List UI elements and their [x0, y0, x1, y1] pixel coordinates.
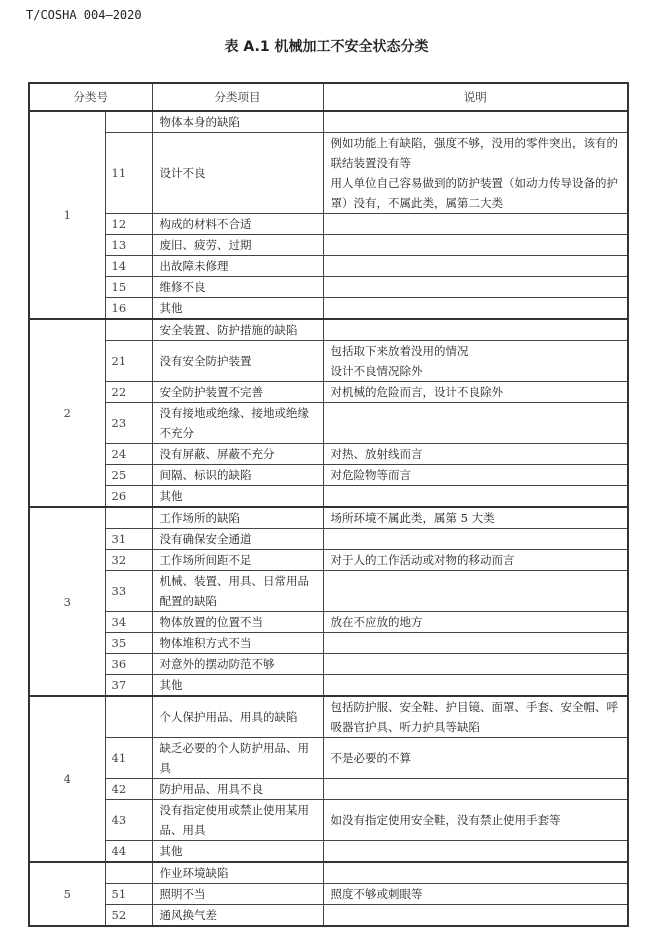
category-item: 间隔、标识的缺陷 — [152, 465, 323, 486]
category-item: 机械、装置、用具、日常用品配置的缺陷 — [152, 571, 323, 612]
table-row — [29, 256, 628, 277]
category-item: 没有确保安全通道 — [152, 529, 323, 550]
category-item: 维修不良 — [152, 277, 323, 298]
category-item: 安全装置、防护措施的缺陷 — [152, 319, 323, 341]
sub-code: 41 — [105, 738, 152, 779]
category-item: 物体放置的位置不当 — [152, 612, 323, 633]
group-code: 3 — [29, 507, 105, 696]
sub-code: 25 — [105, 465, 152, 486]
description — [323, 486, 628, 508]
header-row — [29, 83, 628, 111]
table-row — [29, 675, 628, 697]
table-row — [29, 529, 628, 550]
sub-code: 16 — [105, 298, 152, 320]
description: 包括取下来放着没用的情况 设计不良情况除外 — [323, 341, 628, 382]
header-note: 说明 — [323, 83, 628, 111]
sub-code: 32 — [105, 550, 152, 571]
table-row — [29, 905, 628, 927]
table-row — [29, 612, 628, 633]
category-item: 防护用品、用具不良 — [152, 779, 323, 800]
description: 例如功能上有缺陷，强度不够，没用的零件突出，该有的联结装置没有等 用人单位自己容易做到的防护装置（如动力传导设备的护罩）没有，不属此类，属第二大类 — [323, 133, 628, 214]
description — [323, 256, 628, 277]
header-item: 分类项目 — [152, 83, 323, 111]
table-row — [29, 654, 628, 675]
description: 如没有指定使用安全鞋，没有禁止使用手套等 — [323, 800, 628, 841]
table-row — [29, 465, 628, 486]
description — [323, 862, 628, 884]
category-item: 安全防护装置不完善 — [152, 382, 323, 403]
sub-code: 33 — [105, 571, 152, 612]
category-item: 设计不良 — [152, 133, 323, 214]
table-row — [29, 507, 628, 529]
table-row — [29, 133, 628, 214]
sub-code: 37 — [105, 675, 152, 697]
sub-code: 44 — [105, 841, 152, 863]
table-row — [29, 696, 628, 738]
description — [323, 214, 628, 235]
sub-code: 23 — [105, 403, 152, 444]
table-row — [29, 738, 628, 779]
description: 不是必要的不算 — [323, 738, 628, 779]
description — [323, 319, 628, 341]
sub-code — [105, 862, 152, 884]
description: 放在不应放的地方 — [323, 612, 628, 633]
description — [323, 841, 628, 863]
description: 包括防护服、安全鞋、护目镜、面罩、手套、安全帽、呼吸器官护具、听力护具等缺陷 — [323, 696, 628, 738]
category-item: 物体本身的缺陷 — [152, 111, 323, 133]
description — [323, 779, 628, 800]
sub-code: 35 — [105, 633, 152, 654]
description — [323, 277, 628, 298]
sub-code: 14 — [105, 256, 152, 277]
description: 对热、放射线而言 — [323, 444, 628, 465]
sub-code: 52 — [105, 905, 152, 927]
table-row — [29, 444, 628, 465]
sub-code: 43 — [105, 800, 152, 841]
table-row — [29, 550, 628, 571]
category-item: 其他 — [152, 841, 323, 863]
sub-code: 34 — [105, 612, 152, 633]
table-row — [29, 403, 628, 444]
table-row — [29, 884, 628, 905]
table-row — [29, 841, 628, 863]
category-item: 作业环境缺陷 — [152, 862, 323, 884]
category-item: 构成的材料不合适 — [152, 214, 323, 235]
classification-table — [28, 82, 629, 927]
category-item: 没有接地或绝缘、接地或绝缘不充分 — [152, 403, 323, 444]
description — [323, 235, 628, 256]
sub-code: 31 — [105, 529, 152, 550]
group-code: 1 — [29, 111, 105, 319]
table-row — [29, 633, 628, 654]
sub-code: 15 — [105, 277, 152, 298]
sub-code — [105, 696, 152, 738]
category-item: 通风换气差 — [152, 905, 323, 927]
sub-code: 13 — [105, 235, 152, 256]
description — [323, 654, 628, 675]
category-item: 缺乏必要的个人防护用品、用具 — [152, 738, 323, 779]
sub-code: 24 — [105, 444, 152, 465]
group-code: 2 — [29, 319, 105, 507]
description — [323, 529, 628, 550]
table-row — [29, 382, 628, 403]
sub-code: 26 — [105, 486, 152, 508]
description — [323, 571, 628, 612]
description: 场所环境不属此类，属第 5 大类 — [323, 507, 628, 529]
table-row — [29, 111, 628, 133]
category-item: 废旧、疲劳、过期 — [152, 235, 323, 256]
header-code: 分类号 — [29, 83, 152, 111]
sub-code — [105, 111, 152, 133]
sub-code: 51 — [105, 884, 152, 905]
table-row — [29, 319, 628, 341]
category-item: 其他 — [152, 298, 323, 320]
description: 照度不够或刺眼等 — [323, 884, 628, 905]
category-item: 出故障未修理 — [152, 256, 323, 277]
description — [323, 403, 628, 444]
description: 对于人的工作活动或对物的移动而言 — [323, 550, 628, 571]
sub-code: 36 — [105, 654, 152, 675]
table-row — [29, 298, 628, 320]
sub-code — [105, 507, 152, 529]
sub-code: 21 — [105, 341, 152, 382]
group-code: 4 — [29, 696, 105, 862]
table-row — [29, 862, 628, 884]
table-row — [29, 571, 628, 612]
table-row — [29, 341, 628, 382]
category-item: 工作场所间距不足 — [152, 550, 323, 571]
category-item: 物体堆积方式不当 — [152, 633, 323, 654]
description — [323, 675, 628, 697]
sub-code: 22 — [105, 382, 152, 403]
category-item: 工作场所的缺陷 — [152, 507, 323, 529]
description — [323, 905, 628, 927]
category-item: 其他 — [152, 675, 323, 697]
table-row — [29, 486, 628, 508]
table-body — [29, 111, 628, 926]
category-item: 没有屏蔽、屏蔽不充分 — [152, 444, 323, 465]
sub-code: 11 — [105, 133, 152, 214]
description: 对机械的危险而言，设计不良除外 — [323, 382, 628, 403]
standard-code: T/COSHA 004—2020 — [26, 8, 142, 22]
category-item: 没有安全防护装置 — [152, 341, 323, 382]
description — [323, 111, 628, 133]
table-row — [29, 277, 628, 298]
category-item: 个人保护用品、用具的缺陷 — [152, 696, 323, 738]
description: 对危险物等而言 — [323, 465, 628, 486]
table-row — [29, 779, 628, 800]
category-item: 对意外的摆动防范不够 — [152, 654, 323, 675]
table-row — [29, 235, 628, 256]
table-title: 表 A.1 机械加工不安全状态分类 — [224, 39, 429, 55]
sub-code: 42 — [105, 779, 152, 800]
sub-code: 12 — [105, 214, 152, 235]
category-item: 照明不当 — [152, 884, 323, 905]
category-item: 没有指定使用或禁止使用某用品、用具 — [152, 800, 323, 841]
description — [323, 633, 628, 654]
table-row — [29, 800, 628, 841]
category-item: 其他 — [152, 486, 323, 508]
group-code: 5 — [29, 862, 105, 926]
sub-code — [105, 319, 152, 341]
table-row — [29, 214, 628, 235]
description — [323, 298, 628, 320]
